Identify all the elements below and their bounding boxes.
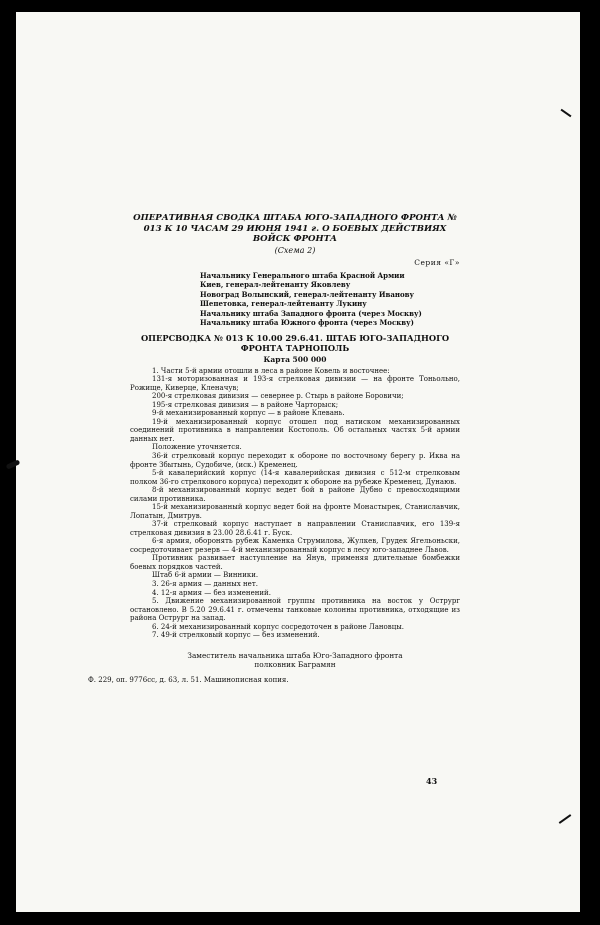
opsvodka-heading: ОПЕРСВОДКА № 013 К 10.00 29.6.41. ШТАБ ЮГО-ЗАПАДНОГО ФРОНТА ТАРНОПОЛЬ: [140, 333, 450, 354]
archive-source: Ф. 229, оп. 9776сс, д. 63, л. 51. Машинописная копия.: [88, 675, 289, 684]
paragraph: 3. 26-я армия — данных нет.: [152, 579, 258, 588]
signature-line: полковник Баграмян: [254, 659, 336, 669]
document-body: [88, 213, 460, 684]
paragraph: 5. Движение механизированной группы противника на восток у Острург остановлено. В 5.20 29.6.41 г. отмечены танковые колонны противника, отходящие из района Острург на запад.: [130, 597, 460, 623]
paragraph: 195-я стрелковая дивизия — в районе Чарторыск;: [152, 400, 339, 409]
addressee-list: [200, 271, 460, 328]
paragraph: 9-й механизированный корпус — в районе Клевань.: [152, 409, 345, 418]
paragraph: 8-й механизированный корпус ведет бой в районе Дубно с превосходящими силами противника.: [130, 486, 460, 503]
addressee-line: Шепетовка, генерал-лейтенанту Лукину: [200, 299, 367, 309]
paragraph: 6-я армия, оборонять рубеж Каменка Струмилова, Жулкев, Грудек Ягельоньски, сосредоточивает резерв — 4-й механизированный корпус в лесу юго-западнее Львов.: [130, 537, 460, 554]
paragraph: 5-й кавалерийский корпус (14-я кавалерийская дивизия с 512-м стрелковым полком 36-го стрелкового корпуса) переходит к обороне на рубеже Кременец, Дунаюв.: [130, 469, 460, 486]
signature-block: [130, 651, 460, 669]
addressee-line: Начальнику штаба Западного фронта (через Москву): [200, 308, 422, 318]
scheme-note: (Схема 2): [274, 245, 316, 255]
signature-line: Заместитель начальника штаба Юго-Западного фронта: [187, 650, 403, 660]
paragraph: Штаб 6-й армии — Винники.: [152, 571, 259, 580]
paragraph: 1. Части 5-й армии отошли в леса в районе Ковель и восточнее:: [152, 366, 390, 375]
paragraph: 200-я стрелковая дивизия — севернее р. Стырь в районе Боровичи;: [152, 392, 404, 401]
addressee-line: Новоград Волынский, генерал-лейтенанту Иванову: [200, 289, 415, 299]
page-number: 43: [426, 776, 438, 786]
paragraph: 37-й стрелковый корпус наступает в направлении Станиславчик, его 139-я стрелковая дивизия в 23.00 28.6.41 г. Буск.: [130, 520, 460, 537]
paragraph: 7. 49-й стрелковый корпус — без изменений.: [152, 631, 320, 640]
paragraph: 36-й стрелковый корпус переходит к обороне по восточному берегу р. Иква на фронте Збытынь, Судобиче, (иск.) Кременец.: [130, 452, 460, 469]
paragraph: 6. 24-й механизированный корпус сосредоточен в районе Лановцы.: [152, 622, 405, 631]
addressee-line: Начальнику штаба Южного фронта (через Москву): [200, 318, 414, 328]
addressee-line: Киев, генерал-лейтенанту Яковлеву: [200, 280, 351, 290]
map-scale: Карта 500 000: [263, 354, 327, 364]
paragraph: 4. 12-я армия — без изменений.: [152, 588, 271, 597]
paragraph: Положение уточняется.: [152, 443, 242, 452]
paragraph: 19-й механизированный корпус отошел под натиском механизированных соединений противника в направлении Костополь. Об остальных частях 5-й армии данных нет.: [130, 417, 460, 443]
report-text: [130, 367, 460, 640]
paragraph: Противник развивает наступление на Янув, применяя длительные бомбежки боевых порядков частей.: [130, 554, 460, 571]
document-title: ОПЕРАТИВНАЯ СВОДКА ШТАБА ЮГО-ЗАПАДНОГО ФРОНТА № 013 К 10 ЧАСАМ 29 ИЮНЯ 1941 г. О БОЕВЫХ ДЕЙСТВИЯХ ВОЙСК ФРОНТА: [133, 213, 457, 245]
paragraph: 131-я моторизованная и 193-я стрелковая дивизии — на фронте Тоньольно, Рожище, Киверце, Кленачув;: [130, 375, 460, 392]
series-label: Серия «Г»: [414, 257, 460, 267]
addressee-line: Начальнику Генерального штаба Красной Армии: [200, 270, 405, 280]
paragraph: 15-й механизированный корпус ведет бой на фронте Монастырек, Станиславчик, Лопатын, Дмитрув.: [130, 503, 460, 520]
